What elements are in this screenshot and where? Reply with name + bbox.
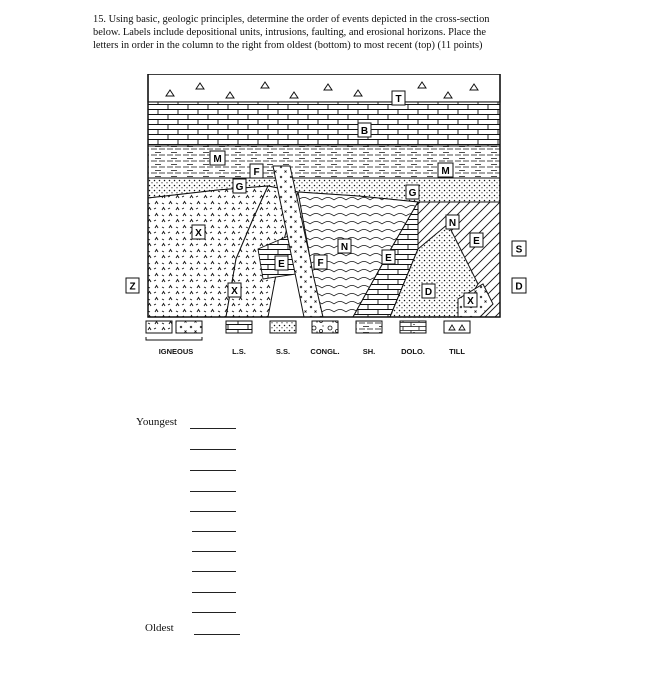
legend-swatch-igneous-2 (176, 321, 202, 333)
answer-blank[interactable] (194, 634, 240, 635)
label-D-side: D (515, 281, 523, 293)
legend-label-dolomite: DOLO. (401, 347, 425, 356)
label-N-center: N (340, 242, 349, 253)
question-line: letters in order in the column to the right from oldest (bottom) to most recent (top) (11 points) (93, 40, 483, 52)
legend-swatch-till (444, 321, 470, 333)
legend-swatch-sandstone (270, 321, 296, 333)
label-X-bottom: X (231, 286, 238, 297)
label-D: D (424, 287, 433, 298)
legend-swatch-igneous-1 (146, 321, 172, 333)
label-X-right: X (467, 296, 474, 307)
label-M-left: M (213, 154, 222, 165)
label-M-right: M (441, 166, 450, 177)
legend-label-sandstone: S.S. (275, 347, 291, 356)
question-text (93, 13, 563, 53)
youngest-label: Youngest (136, 416, 178, 428)
answer-blank[interactable] (192, 551, 236, 552)
legend-swatch-limestone (226, 321, 252, 333)
legend-label-till: TILL (449, 347, 465, 356)
label-G-left: G (235, 182, 244, 193)
legend-label-conglomerate: CONGL. (310, 347, 340, 356)
answer-blank[interactable] (190, 470, 236, 471)
legend-swatch-shale (356, 321, 382, 333)
legend-label-shale: SH. (362, 347, 376, 356)
answer-blank[interactable] (190, 511, 236, 512)
answer-blank[interactable] (192, 592, 236, 593)
oldest-label: Oldest (145, 622, 174, 634)
answer-blank[interactable] (192, 531, 236, 532)
label-G-right: G (408, 188, 417, 199)
answer-blank[interactable] (192, 571, 236, 572)
answer-blank[interactable] (192, 612, 236, 613)
label-T: T (395, 94, 402, 105)
label-S: S (515, 244, 523, 256)
label-X-left: X (195, 228, 202, 239)
label-F-bottom: F (317, 258, 324, 269)
answer-blank[interactable] (190, 449, 236, 450)
label-E-left: E (278, 259, 285, 270)
answer-blank[interactable] (190, 428, 236, 429)
label-E-right: E (473, 236, 480, 247)
answer-blank[interactable] (190, 491, 236, 492)
geologic-cross-section (118, 74, 538, 370)
question-line: 15. Using basic, geologic principles, determine the order of events depicted in the cross-section (93, 14, 490, 25)
legend-label-igneous: IGNEOUS (158, 347, 194, 356)
label-N-right: N (448, 218, 457, 229)
label-F-top: F (253, 167, 260, 178)
legend-swatch-dolomite (400, 321, 426, 333)
legend-swatch-conglomerate (312, 321, 338, 333)
label-Z: Z (129, 281, 136, 293)
label-B: B (360, 126, 369, 137)
question-line: below. Labels include depositional units, intrusions, faulting, and erosional horizons. Place the (93, 27, 486, 39)
legend-label-limestone: L.S. (232, 347, 246, 356)
label-E-center: E (385, 253, 392, 264)
